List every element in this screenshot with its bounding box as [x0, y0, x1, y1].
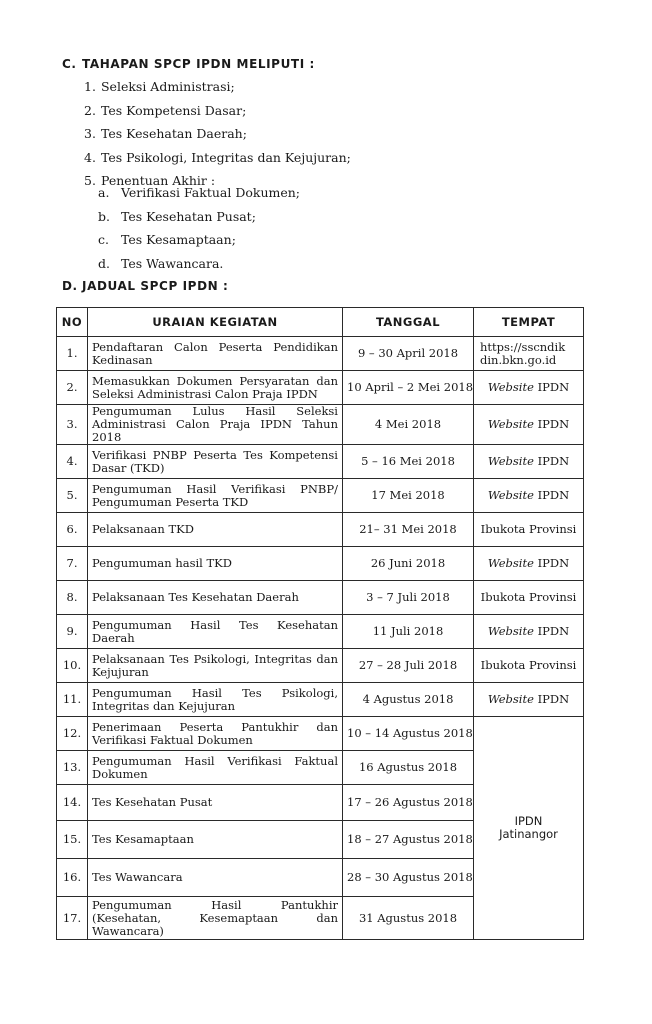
list-item-number: 3.: [84, 126, 96, 141]
date-cell: 10 – 14 Agustus 2018: [343, 717, 474, 751]
sublist-item-letter: a.: [98, 185, 110, 200]
section-d-heading: [62, 279, 228, 293]
list-item-text: Tes Kesehatan Daerah;: [100, 126, 247, 141]
date-cell: 16 Agustus 2018: [343, 751, 474, 785]
table-row: [57, 405, 584, 445]
registration-link[interactable]: din.bkn.go.id: [480, 352, 557, 367]
website-suffix: IPDN: [533, 556, 570, 570]
row-number: 10.: [57, 649, 88, 683]
header-no: NO: [57, 308, 88, 337]
table-row: [57, 337, 584, 371]
date-cell: 5 – 16 Mei 2018: [343, 445, 474, 479]
sublist-item-text: Verifikasi Faktual Dokumen;: [120, 185, 301, 200]
activity-cell: Pengumuman Hasil Tes Psikologi, Integritas dan Kejujuran: [88, 683, 343, 717]
table-row: [57, 581, 584, 615]
list-item-text: Seleksi Administrasi;: [100, 79, 235, 94]
place-cell: [474, 371, 584, 405]
list-item-number: 1.: [84, 79, 96, 94]
row-number: 15.: [57, 821, 88, 859]
section-c-title: TAHAPAN SPCP IPDN MELIPUTI :: [82, 57, 315, 71]
list-item: [84, 122, 351, 146]
list-item-text: Tes Kompetensi Dasar;: [100, 102, 247, 118]
section-c-letter: C.: [62, 57, 77, 71]
row-number: 6.: [57, 513, 88, 547]
stage-list: [84, 75, 351, 193]
activity-cell: Pengumuman Hasil Tes Kesehatan Daerah: [88, 615, 343, 649]
final-stage-sublist: [98, 181, 300, 275]
header-date: TANGGAL: [343, 308, 474, 337]
table-row: [57, 717, 584, 751]
list-item-number: 5.: [84, 173, 96, 188]
activity-cell: Pelaksanaan TKD: [88, 513, 343, 547]
activity-cell: Pengumuman Hasil Verifikasi PNBP/ Pengumuman Peserta TKD: [88, 479, 343, 513]
website-label: Website: [487, 556, 534, 570]
date-cell: 18 – 27 Agustus 2018: [343, 821, 474, 859]
row-number: 11.: [57, 683, 88, 717]
date-cell: 31 Agustus 2018: [343, 897, 474, 940]
website-label: Website: [487, 692, 534, 706]
place-cell: Ibukota Provinsi: [474, 513, 584, 547]
table-row: [57, 371, 584, 405]
website-label: Website: [487, 488, 534, 502]
website-suffix: IPDN: [533, 692, 570, 706]
row-number: 8.: [57, 581, 88, 615]
table-row: [57, 683, 584, 717]
sublist-item: [98, 205, 300, 229]
list-item-number: 2.: [84, 102, 96, 118]
website-suffix: IPDN: [533, 488, 570, 502]
list-item: [84, 75, 351, 99]
sublist-item-letter: d.: [98, 255, 110, 271]
date-cell: 21– 31 Mei 2018: [343, 513, 474, 547]
activity-cell: Pelaksanaan Tes Kesehatan Daerah: [88, 581, 343, 615]
list-item-text: Tes Psikologi, Integritas dan Kejujuran;: [100, 149, 351, 165]
section-d-letter: D.: [62, 279, 78, 293]
row-number: 3.: [57, 405, 88, 445]
place-cell: [474, 337, 584, 371]
website-label: Website: [487, 454, 534, 468]
place-cell: [474, 405, 584, 445]
date-cell: 17 – 26 Agustus 2018: [343, 785, 474, 821]
section-c-heading: [62, 57, 315, 71]
activity-cell: Pengumuman Hasil Pantukhir (Kesehatan, Kesemaptaan dan Wawancara): [88, 897, 343, 940]
row-number: 13.: [57, 751, 88, 785]
sublist-item-letter: b.: [98, 208, 110, 224]
activity-cell: Verifikasi PNBP Peserta Tes Kompetensi Dasar (TKD): [88, 445, 343, 479]
place-line: Jatinangor: [499, 827, 558, 841]
sublist-item: [98, 252, 300, 276]
activity-cell: Memasukkan Dokumen Persyaratan dan Seleksi Administrasi Calon Praja IPDN: [88, 371, 343, 405]
website-label: Website: [487, 624, 534, 638]
website-suffix: IPDN: [533, 417, 570, 431]
activity-cell: Pengumuman Lulus Hasil Seleksi Administrasi Calon Praja IPDN Tahun 2018: [88, 405, 343, 445]
date-cell: 3 – 7 Juli 2018: [343, 581, 474, 615]
list-item-number: 4.: [84, 149, 96, 165]
schedule-table: [56, 307, 584, 940]
place-cell: Ibukota Provinsi: [474, 649, 584, 683]
place-cell: [474, 445, 584, 479]
website-suffix: IPDN: [533, 454, 570, 468]
place-cell: Ibukota Provinsi: [474, 581, 584, 615]
row-number: 14.: [57, 785, 88, 821]
date-cell: 26 Juni 2018: [343, 547, 474, 581]
place-cell: [474, 479, 584, 513]
table-row: [57, 615, 584, 649]
website-label: Website: [487, 380, 534, 394]
activity-cell: Tes Wawancara: [88, 859, 343, 897]
row-number: 5.: [57, 479, 88, 513]
date-cell: 4 Mei 2018: [343, 405, 474, 445]
sublist-item-letter: c.: [98, 232, 109, 247]
place-cell: [474, 547, 584, 581]
list-item-text: Penentuan Akhir :: [100, 173, 216, 188]
activity-cell: Pendaftaran Calon Peserta Pendidikan Kedinasan: [88, 337, 343, 371]
list-item: [84, 146, 351, 170]
table-row: [57, 479, 584, 513]
row-number: 17.: [57, 897, 88, 940]
place-line: IPDN: [514, 814, 543, 828]
sublist-item: [98, 181, 300, 205]
row-number: 16.: [57, 859, 88, 897]
activity-cell: Pengumuman hasil TKD: [88, 547, 343, 581]
date-cell: 27 – 28 Juli 2018: [343, 649, 474, 683]
activity-cell: Pengumuman Hasil Verifikasi Faktual Dokumen: [88, 751, 343, 785]
table-header-row: [57, 308, 584, 337]
sublist-item: [98, 228, 300, 252]
place-cell: [474, 683, 584, 717]
activity-cell: Tes Kesamaptaan: [88, 821, 343, 859]
row-number: 7.: [57, 547, 88, 581]
list-item: [84, 99, 351, 123]
table-row: [57, 513, 584, 547]
website-suffix: IPDN: [533, 624, 570, 638]
row-number: 12.: [57, 717, 88, 751]
registration-link[interactable]: https://sscndik: [480, 339, 566, 354]
date-cell: 9 – 30 April 2018: [343, 337, 474, 371]
header-place: TEMPAT: [474, 308, 584, 337]
table-row: [57, 445, 584, 479]
row-number: 1.: [57, 337, 88, 371]
activity-cell: Tes Kesehatan Pusat: [88, 785, 343, 821]
header-activity: URAIAN KEGIATAN: [88, 308, 343, 337]
date-cell: 4 Agustus 2018: [343, 683, 474, 717]
table-row: [57, 547, 584, 581]
sublist-item-text: Tes Kesehatan Pusat;: [120, 208, 256, 224]
section-d-title: JADUAL SPCP IPDN :: [82, 279, 229, 293]
row-number: 9.: [57, 615, 88, 649]
table-row: [57, 649, 584, 683]
activity-cell: Penerimaan Peserta Pantukhir dan Verifikasi Faktual Dokumen: [88, 717, 343, 751]
sublist-item-text: Tes Wawancara.: [120, 255, 224, 271]
place-cell: [474, 615, 584, 649]
website-suffix: IPDN: [533, 380, 570, 394]
date-cell: 17 Mei 2018: [343, 479, 474, 513]
place-cell-merged: [474, 717, 584, 940]
date-cell: 28 – 30 Agustus 2018: [343, 859, 474, 897]
date-cell: 11 Juli 2018: [343, 615, 474, 649]
website-label: Website: [487, 417, 534, 431]
sublist-item-text: Tes Kesamaptaan;: [120, 232, 236, 247]
activity-cell: Pelaksanaan Tes Psikologi, Integritas dan Kejujuran: [88, 649, 343, 683]
row-number: 4.: [57, 445, 88, 479]
schedule-body: [57, 337, 584, 940]
date-cell: 10 April – 2 Mei 2018: [343, 371, 474, 405]
row-number: 2.: [57, 371, 88, 405]
